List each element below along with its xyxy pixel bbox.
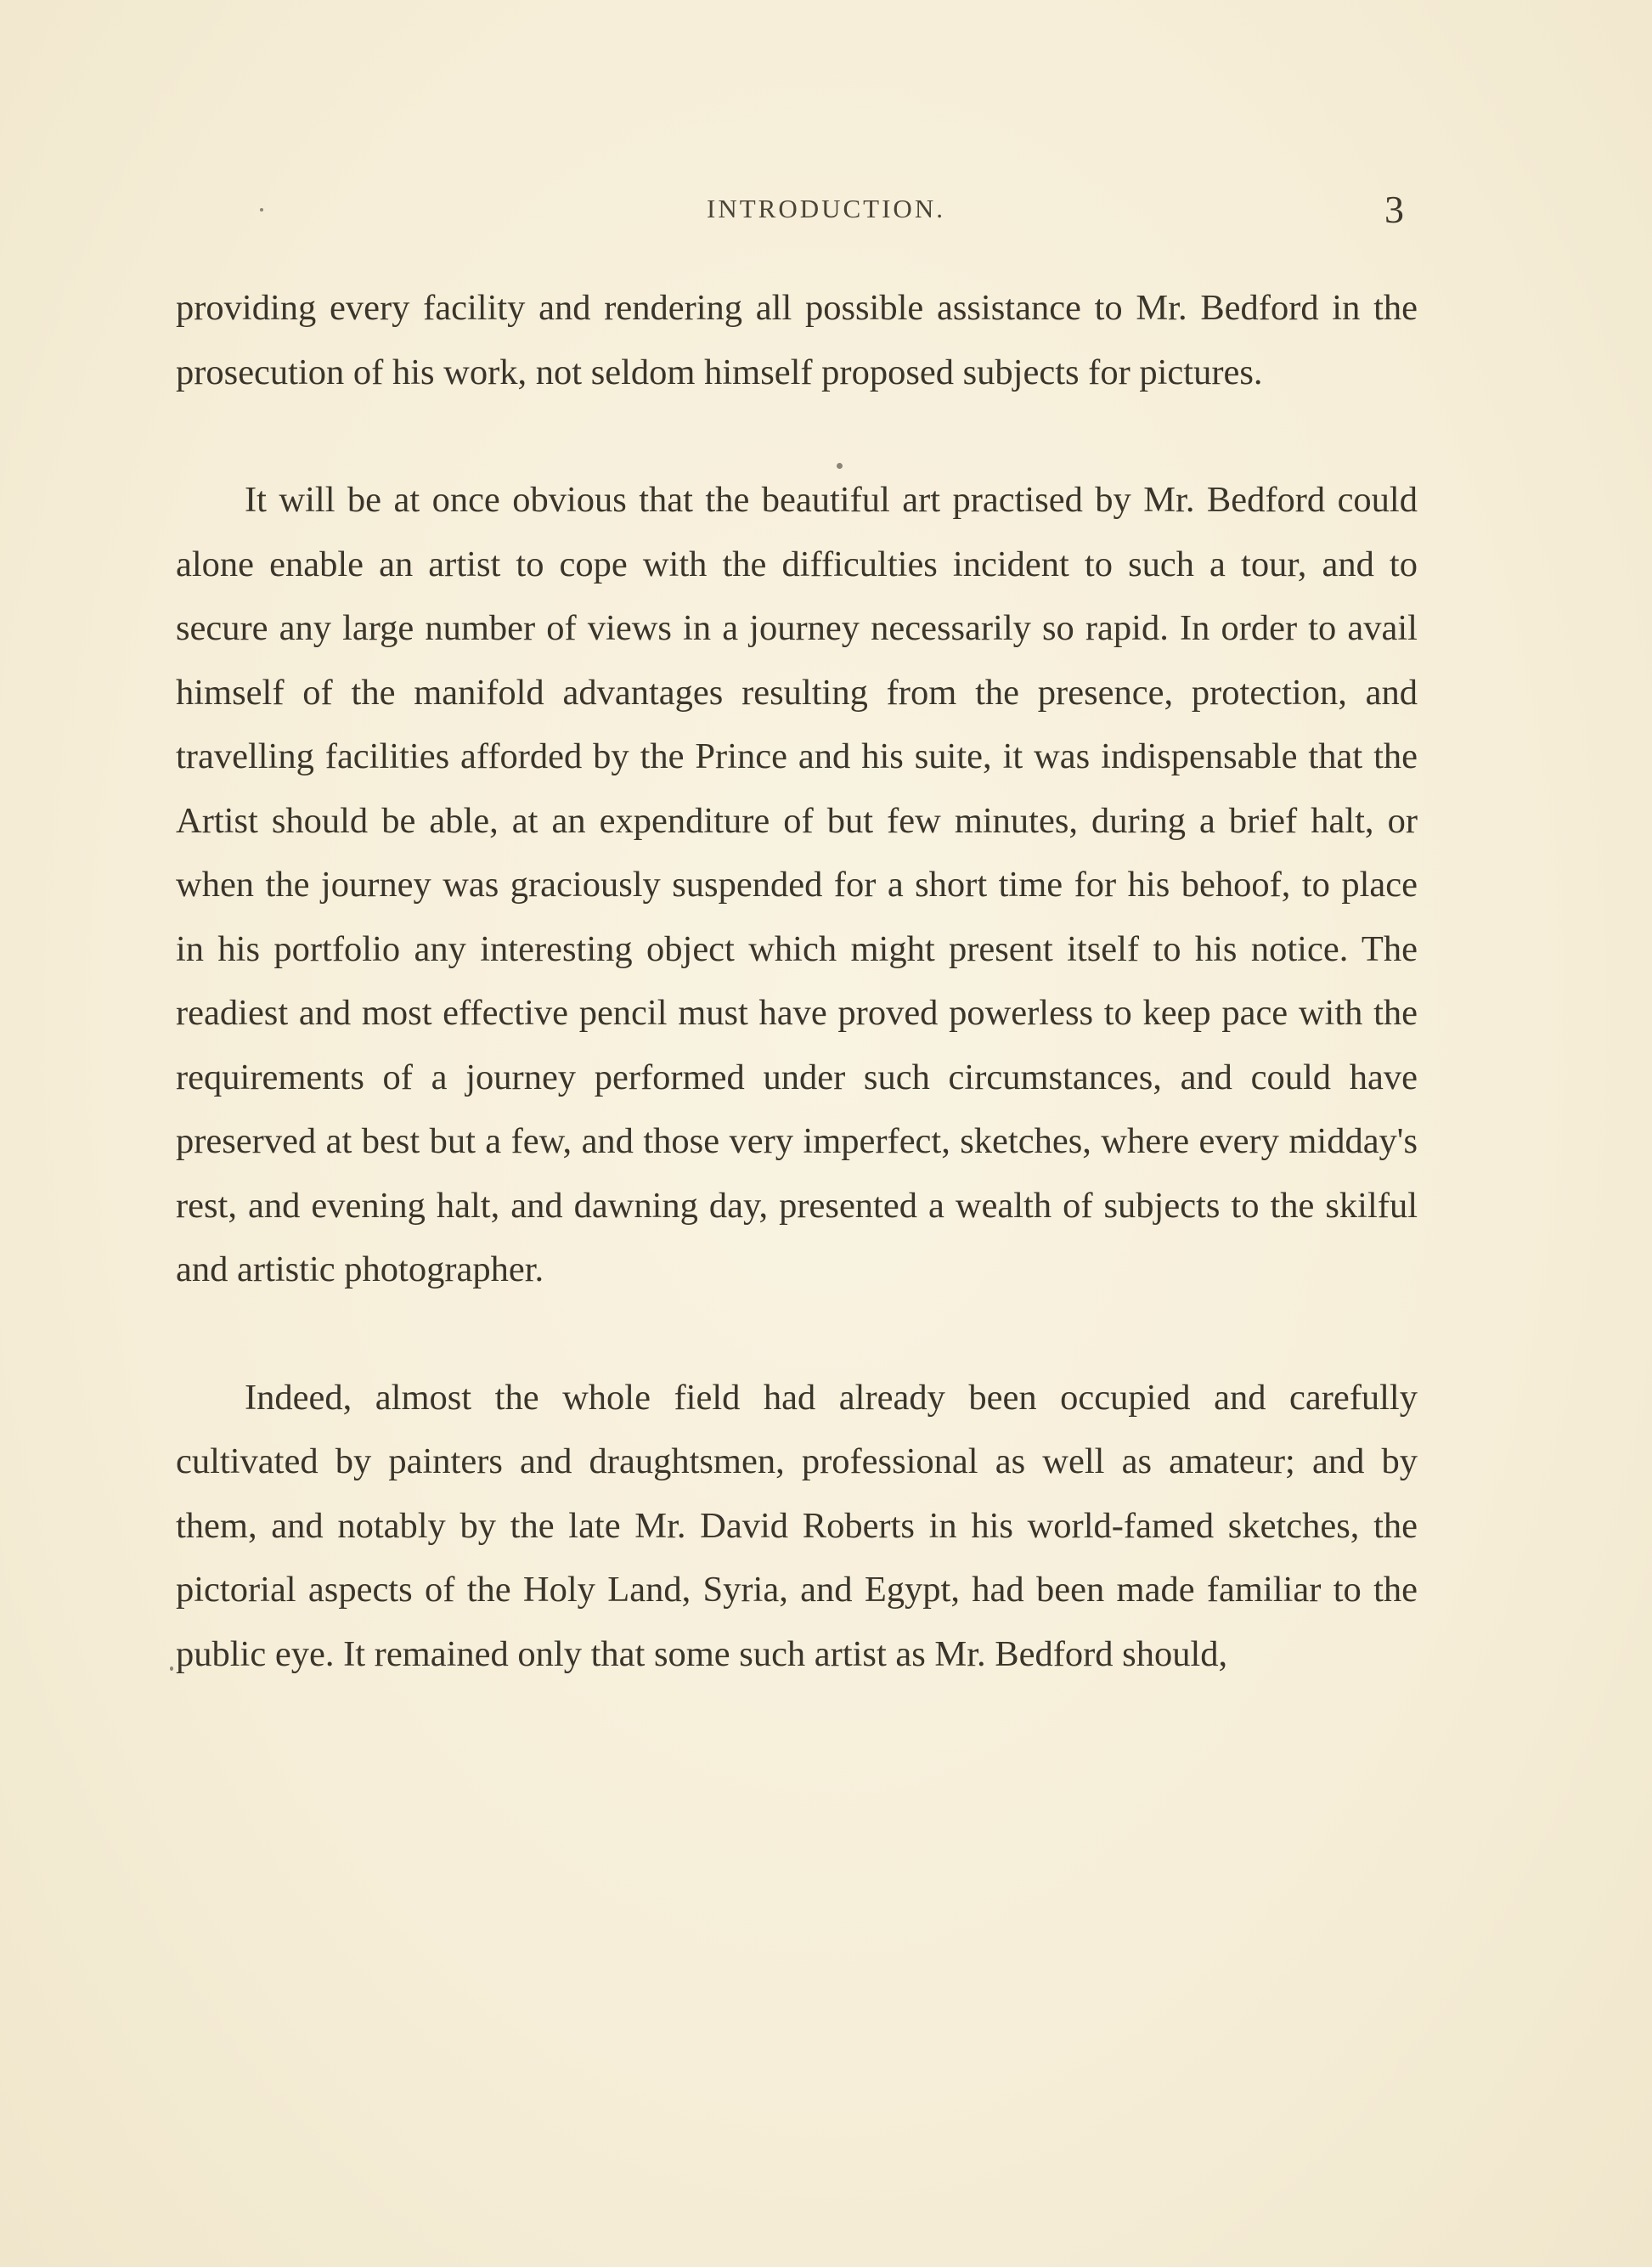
paragraph-gap <box>176 1302 1418 1366</box>
running-head <box>0 189 1652 231</box>
paragraph-continuation: providing every facility and rendering all possible assistance to Mr. Bedford in the prosecution of his work, not seldom himself proposed subjects for pictures. <box>176 288 1418 392</box>
paper-speck <box>170 1666 173 1671</box>
paragraph-gap <box>176 404 1418 468</box>
body-text <box>176 276 1418 1686</box>
paragraph-photography: It will be at once obvious that the beautiful art practised by Mr. Bedford could alone enable an artist to cope with the difficulties incident to such a tour, and to secure any large number of views in a journey necessarily so rapid. In order to avail himself of the manifold advantages resulting from the presence, protection, and travelling facilities afforded by the Prince and his suite, it was indispensable that the Artist should be able, at an expenditure of but few minutes, during a brief halt, or when the journey was graciously suspended for a short time for his behoof, to place in his portfolio any interesting object which might present itself to his notice. The readiest and most effective pencil must have proved powerless to keep pace with the requirements of a journey performed under such circumstances, and could have preserved at best but a few, and those very imperfect, sketches, where every midday's rest, and evening halt, and dawning day, presented a wealth of subjects to the skilful and artistic photographer. <box>176 480 1418 1289</box>
paper-speck <box>837 463 843 469</box>
page-number: 3 <box>1384 188 1404 231</box>
paragraph-roberts: Indeed, almost the whole field had already been occupied and carefully cultivated by painters and draughtsmen, professional as well as amateur; and by them, and notably by the late Mr. David Roberts in his world-famed sketches, the pictorial aspects of the Holy Land, Syria, and Egypt, had been made familiar to the public eye. It remained only that some such artist as Mr. Bedford should, <box>176 1377 1418 1674</box>
paper-speck <box>260 208 263 211</box>
header-title: INTRODUCTION. <box>707 194 945 223</box>
